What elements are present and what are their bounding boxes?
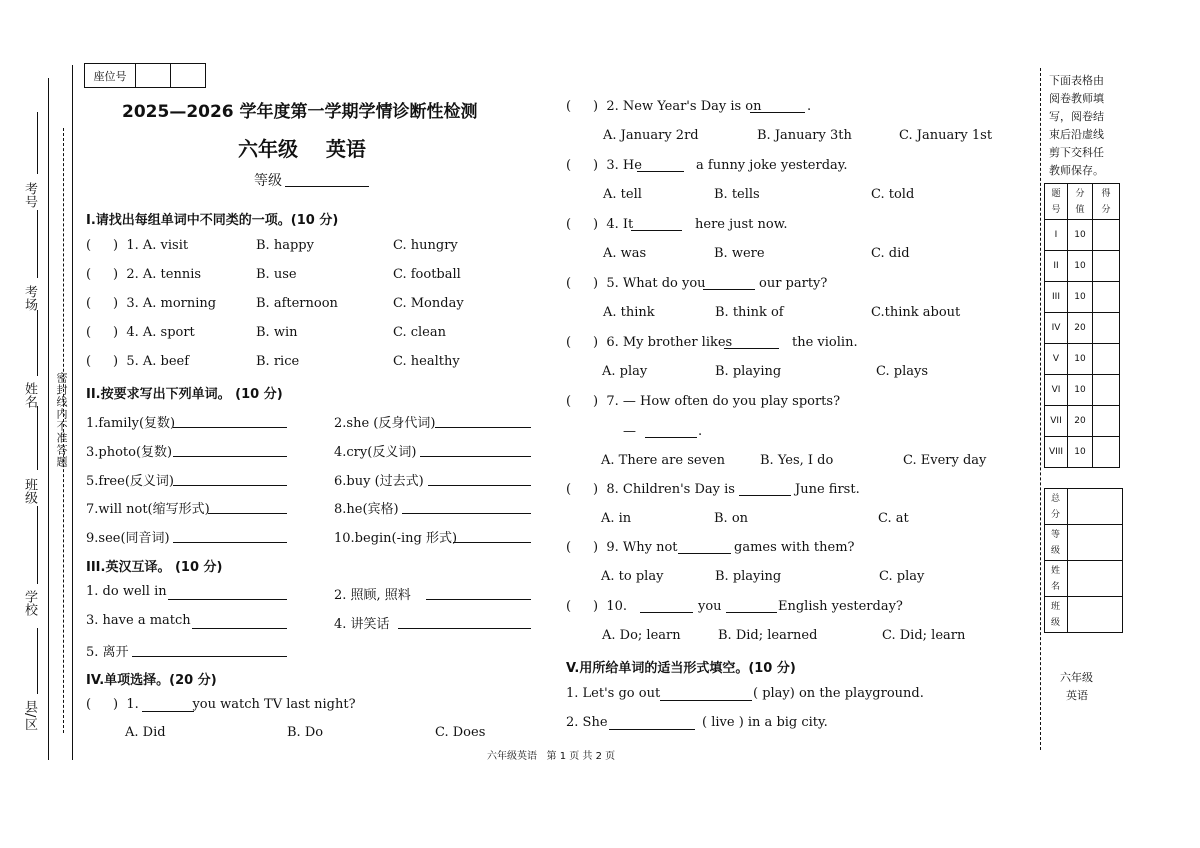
score-input[interactable] xyxy=(1093,313,1120,344)
score-row-value: 10 xyxy=(1068,282,1093,313)
exam-subtitle: 六年级 英语 xyxy=(238,137,366,161)
section4-title: IV.单项选择。(20 分) xyxy=(86,673,217,688)
exam-no-label: 考号 xyxy=(22,182,37,208)
summary-label-text: 班级 xyxy=(1051,601,1061,628)
note-line: 剪下交科任 xyxy=(1049,146,1104,159)
answer-blank[interactable] xyxy=(640,612,693,613)
answer-blank[interactable] xyxy=(398,628,531,629)
score-row-no: II xyxy=(1045,251,1068,282)
score-row-value: 10 xyxy=(1068,375,1093,406)
binding-answer-line xyxy=(37,210,38,278)
section1-item-b: B. happy xyxy=(256,238,314,253)
section5-item-pre: 1. Let's go out xyxy=(566,686,661,701)
section3-title: III.英汉互译。 (10 分) xyxy=(86,560,223,575)
answer-paren[interactable]: ( xyxy=(566,394,572,409)
panel-subject-label: 英语 xyxy=(1066,689,1088,702)
score-row-no: I xyxy=(1045,220,1068,251)
option-a: A. to play xyxy=(601,569,664,584)
option-a: A. Do; learn xyxy=(602,628,681,643)
question-tail: games with them? xyxy=(734,540,855,555)
note-line: 束后沿虚线 xyxy=(1049,128,1104,141)
question-stem: ) 4. It xyxy=(593,217,634,232)
question-mid: you xyxy=(698,599,722,614)
answer-blank[interactable] xyxy=(453,542,531,543)
option-b: B. Yes, I do xyxy=(760,453,834,468)
summary-label xyxy=(1045,561,1068,597)
score-row-value: 20 xyxy=(1068,313,1093,344)
grade-label: 等级 xyxy=(254,173,282,189)
answer-blank[interactable] xyxy=(435,427,531,428)
answer-blank[interactable] xyxy=(173,427,287,428)
option-c: C. at xyxy=(878,511,909,526)
option-c: C. told xyxy=(871,187,915,202)
answer-blank[interactable] xyxy=(192,628,287,629)
section1-item-a: ) 3. A. morning xyxy=(113,296,217,311)
option-c: C. did xyxy=(871,246,910,261)
dialogue-dash: — xyxy=(623,424,636,439)
score-input[interactable] xyxy=(1093,282,1120,313)
answer-paren[interactable]: ( xyxy=(566,540,572,555)
question-stem: ) 3. He xyxy=(593,158,642,173)
score-row-no: VI xyxy=(1045,375,1068,406)
option-b: B. were xyxy=(714,246,765,261)
answer-paren[interactable]: ( xyxy=(566,482,572,497)
score-row xyxy=(1045,251,1120,282)
option-a: A. tell xyxy=(603,187,642,202)
answer-blank[interactable] xyxy=(726,612,777,613)
score-row xyxy=(1045,375,1120,406)
section1-item-c: C. hungry xyxy=(393,238,458,253)
question-stem: ) 10. xyxy=(593,599,628,614)
answer-blank[interactable] xyxy=(142,711,194,712)
binding-answer-line xyxy=(37,406,38,470)
question-stem: ) 1. you watch TV last night? xyxy=(113,697,356,712)
section1-item-b: B. win xyxy=(256,325,298,340)
answer-blank[interactable] xyxy=(750,112,805,113)
score-header-text: 题号 xyxy=(1051,188,1061,215)
answer-blank[interactable] xyxy=(631,230,682,231)
section2-right-item: 8.he(宾格) xyxy=(334,502,399,517)
score-input[interactable] xyxy=(1093,437,1120,468)
score-input[interactable] xyxy=(1093,344,1120,375)
section1-title: I.请找出每组单词中不同类的一项。(10 分) xyxy=(86,213,339,228)
summary-label-text: 姓名 xyxy=(1051,565,1061,592)
score-input[interactable] xyxy=(1093,251,1120,282)
exam-title: 2025—2026 学年度第一学期学情诊断性检测 xyxy=(122,102,478,122)
question-tail: a funny joke yesterday. xyxy=(696,158,848,173)
section5-title: V.用所给单词的适当形式填空。(10 分) xyxy=(566,661,796,676)
section1-item-c: C. clean xyxy=(393,325,447,340)
score-row-no: IV xyxy=(1045,313,1068,344)
answer-blank[interactable] xyxy=(678,553,731,554)
seat-number-box xyxy=(84,63,206,88)
section3-right-item: 4. 讲笑话 xyxy=(334,617,390,632)
section2-left-item: 7.will not(缩写形式) xyxy=(86,502,210,517)
page-footer: 六年级英语 第 1 页 共 2 页 xyxy=(487,751,616,762)
section3-left-item: 1. do well in xyxy=(86,584,167,599)
note-line: 阅卷教师填 xyxy=(1049,92,1104,105)
option-b: B. on xyxy=(714,511,749,526)
option-c: C. plays xyxy=(876,364,928,379)
question-tail: . xyxy=(807,99,812,114)
option-b: B. Did; learned xyxy=(718,628,818,643)
answer-blank[interactable] xyxy=(645,437,697,438)
answer-blank[interactable] xyxy=(637,171,684,172)
question-stem: ) 7. — How often do you play sports? xyxy=(593,394,841,409)
grade-blank[interactable] xyxy=(285,186,369,187)
answer-blank[interactable] xyxy=(426,599,531,600)
seat-number-label: 座位号 xyxy=(85,64,136,88)
answer-blank[interactable] xyxy=(420,456,531,457)
school-label: 学校 xyxy=(22,590,37,616)
answer-blank[interactable] xyxy=(703,289,755,290)
section1-item-c: C. healthy xyxy=(393,354,460,369)
binding-outer-line xyxy=(48,78,49,760)
section2-right-item: 2.she (反身代词) xyxy=(334,416,436,431)
panel-grade-label: 六年级 xyxy=(1060,671,1093,684)
section1-item-a: ) 2. A. tennis xyxy=(113,267,202,282)
sealing-notice: 密封线内不准答题 xyxy=(55,372,68,468)
score-row xyxy=(1045,437,1120,468)
summary-label xyxy=(1045,489,1068,525)
answer-paren[interactable]: ( xyxy=(566,158,572,173)
answer-blank[interactable] xyxy=(208,513,287,514)
answer-blank[interactable] xyxy=(173,485,287,486)
score-row xyxy=(1045,344,1120,375)
answer-paren[interactable]: ( xyxy=(566,335,572,350)
answer-paren[interactable]: ( xyxy=(86,238,92,253)
section2-title: II.按要求写出下列单词。 (10 分) xyxy=(86,387,283,402)
section3-right-item: 2. 照顾, 照料 xyxy=(334,588,411,603)
answer-paren[interactable]: ( xyxy=(566,217,572,232)
summary-table xyxy=(1044,488,1123,633)
score-header-text: 分值 xyxy=(1075,188,1085,215)
option-c: C. Every day xyxy=(903,453,987,468)
option-a: A. was xyxy=(603,246,647,261)
section1-item-a: ) 5. A. beef xyxy=(113,354,190,369)
binding-answer-line xyxy=(37,506,38,584)
option-c: C.think about xyxy=(871,305,961,320)
section1-item-b: B. afternoon xyxy=(256,296,338,311)
score-row-no: III xyxy=(1045,282,1068,313)
answer-blank[interactable] xyxy=(173,456,287,457)
score-row-value: 10 xyxy=(1068,344,1093,375)
option-b: B. tells xyxy=(714,187,760,202)
question-tail: June first. xyxy=(795,482,860,497)
score-row xyxy=(1045,313,1120,344)
score-row xyxy=(1045,220,1120,251)
score-row xyxy=(1045,282,1120,313)
answer-blank[interactable] xyxy=(173,542,287,543)
summary-label-text: 总分 xyxy=(1051,493,1061,520)
option-c: C. play xyxy=(879,569,925,584)
answer-paren[interactable]: ( xyxy=(566,599,572,614)
summary-label xyxy=(1045,597,1068,633)
option-c: C. Did; learn xyxy=(882,628,966,643)
answer-blank[interactable] xyxy=(168,599,287,600)
option-c: C. Does xyxy=(435,725,486,740)
seat-number-cell[interactable] xyxy=(136,64,171,88)
scorebox-note xyxy=(1049,72,1121,180)
option-a: A. think xyxy=(603,305,655,320)
option-a: A. January 2rd xyxy=(603,128,699,143)
score-row xyxy=(1045,406,1120,437)
binding-answer-line xyxy=(37,310,38,376)
summary-input[interactable] xyxy=(1068,525,1123,561)
option-a: A. in xyxy=(601,511,632,526)
section5-item-pre: 2. She xyxy=(566,715,608,730)
answer-paren[interactable]: ( xyxy=(86,267,92,282)
score-table xyxy=(1044,183,1120,468)
score-header-value xyxy=(1068,184,1093,220)
section3-left-item: 5. 离开 xyxy=(86,645,129,660)
answer-paren[interactable]: ( xyxy=(86,325,92,340)
section5-item-post: ( live ) in a big city. xyxy=(702,715,828,730)
score-row-value: 10 xyxy=(1068,220,1093,251)
answer-blank[interactable] xyxy=(609,729,695,730)
score-header-score xyxy=(1093,184,1120,220)
score-row-no: V xyxy=(1045,344,1068,375)
section2-right-item: 10.begin(-ing 形式) xyxy=(334,531,458,546)
option-a: A. Did xyxy=(125,725,166,740)
question-tail: the violin. xyxy=(792,335,858,350)
section1-item-a: ) 1. A. visit xyxy=(113,238,189,253)
summary-label xyxy=(1045,525,1068,561)
answer-paren[interactable]: ( xyxy=(566,276,572,291)
section1-item-c: C. Monday xyxy=(393,296,464,311)
option-b: B. think of xyxy=(715,305,784,320)
section1-item-b: B. rice xyxy=(256,354,300,369)
option-b: B. January 3th xyxy=(757,128,852,143)
section1-item-b: B. use xyxy=(256,267,297,282)
section2-left-item: 1.family(复数) xyxy=(86,416,176,431)
answer-paren[interactable]: ( xyxy=(86,354,92,369)
section2-left-item: 5.free(反义词) xyxy=(86,474,174,489)
score-row-value: 10 xyxy=(1068,251,1093,282)
answer-paren[interactable]: ( xyxy=(86,296,92,311)
score-input[interactable] xyxy=(1093,220,1120,251)
answer-blank[interactable] xyxy=(428,485,531,486)
class-label: 班级 xyxy=(22,478,37,504)
question-stem: ) 5. What do you xyxy=(593,276,706,291)
section2-right-item: 6.buy (过去式) xyxy=(334,474,424,489)
summary-input[interactable] xyxy=(1068,489,1123,525)
score-row-no: VII xyxy=(1045,406,1068,437)
score-header-text: 得分 xyxy=(1101,188,1111,215)
question-stem: ) 6. My brother likes xyxy=(593,335,733,350)
question-stem: ) 8. Children's Day is xyxy=(593,482,735,497)
option-b: B. playing xyxy=(715,569,782,584)
section3-left-item: 3. have a match xyxy=(86,613,191,628)
question-stem: ) 9. Why not xyxy=(593,540,678,555)
answer-blank[interactable] xyxy=(739,495,791,496)
score-header-no xyxy=(1045,184,1068,220)
score-row-no: VIII xyxy=(1045,437,1068,468)
note-line: 写，阅卷结 xyxy=(1049,110,1104,123)
section1-item-a: ) 4. A. sport xyxy=(113,325,195,340)
cut-line xyxy=(1040,68,1041,750)
summary-label-text: 等级 xyxy=(1051,529,1061,556)
section2-left-item: 3.photo(复数) xyxy=(86,445,173,460)
binding-inner-line xyxy=(72,65,73,760)
question-tail: here just now. xyxy=(695,217,788,232)
section2-left-item: 9.see(同音词) xyxy=(86,531,170,546)
section2-right-item: 4.cry(反义词) xyxy=(334,445,417,460)
score-input[interactable] xyxy=(1093,406,1120,437)
question-stem: ) 2. New Year's Day is on xyxy=(593,99,762,114)
note-line: 下面表格由 xyxy=(1049,74,1104,87)
answer-blank[interactable] xyxy=(660,700,752,701)
section5-item-post: ( play) on the playground. xyxy=(753,686,924,701)
option-b: B. playing xyxy=(715,364,782,379)
score-row-value: 20 xyxy=(1068,406,1093,437)
option-a: A. play xyxy=(602,364,648,379)
option-a: A. There are seven xyxy=(601,453,725,468)
county-label: 县/区 xyxy=(22,700,37,731)
score-input[interactable] xyxy=(1093,375,1120,406)
binding-answer-line xyxy=(37,628,38,694)
answer-paren[interactable]: ( xyxy=(566,99,572,114)
summary-input[interactable] xyxy=(1068,597,1123,633)
seat-number-cell[interactable] xyxy=(171,64,206,88)
option-c: C. January 1st xyxy=(899,128,993,143)
note-line: 教师保存。 xyxy=(1049,164,1104,177)
answer-blank[interactable] xyxy=(132,656,287,657)
summary-input[interactable] xyxy=(1068,561,1123,597)
question-tail: English yesterday? xyxy=(778,599,903,614)
score-row-value: 10 xyxy=(1068,437,1093,468)
name-label: 姓名 xyxy=(22,382,37,408)
section1-item-c: C. football xyxy=(393,267,461,282)
answer-blank[interactable] xyxy=(724,348,779,349)
answer-blank[interactable] xyxy=(402,513,531,514)
option-b: B. Do xyxy=(287,725,324,740)
blank-period: . xyxy=(698,424,703,439)
binding-answer-line xyxy=(37,112,38,174)
exam-room-label: 考场 xyxy=(22,285,37,311)
question-tail: our party? xyxy=(759,276,828,291)
answer-paren[interactable]: ( xyxy=(86,697,92,712)
